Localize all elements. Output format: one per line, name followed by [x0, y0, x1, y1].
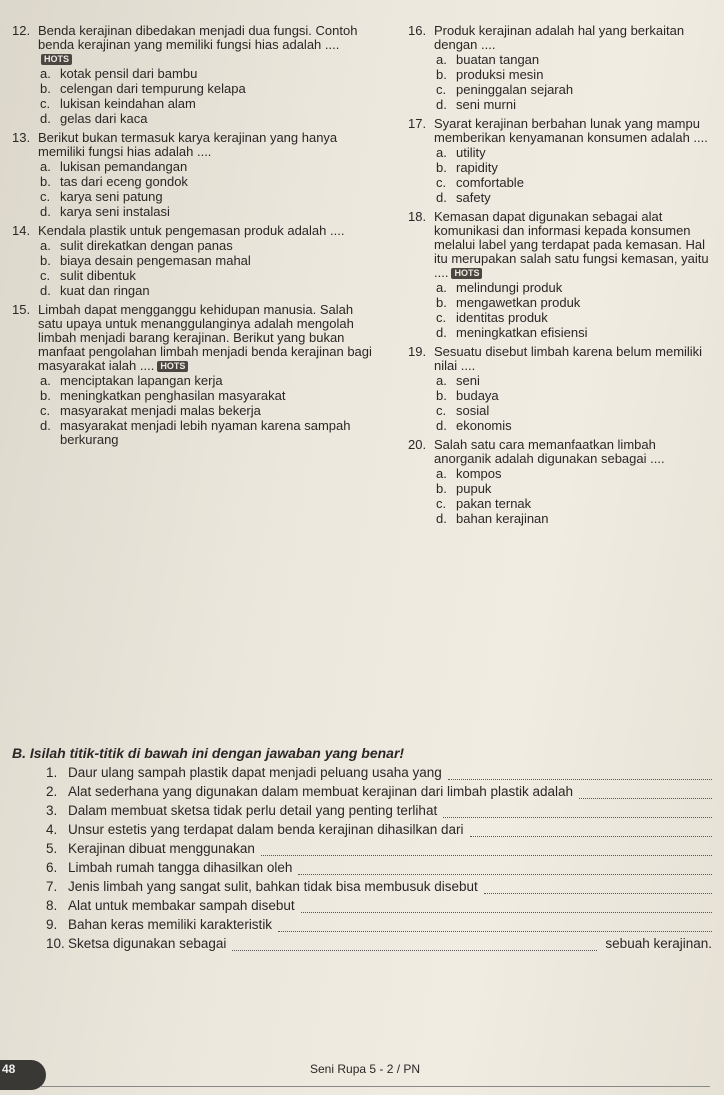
option-letter: d.	[436, 418, 447, 433]
option-text: biaya desain pengemasan mahal	[60, 253, 251, 268]
question-stem-text: Kemasan dapat digunakan sebagai alat komunikasi dan informasi kepada konsumen melalui label yang terdapat pada kemasan. Hal itu merupakan salah satu fungsi kemasan, yaitu ....	[434, 209, 709, 280]
option-text: pakan ternak	[456, 496, 532, 511]
option-text: utility	[456, 145, 486, 160]
fill-in-text: Kerajinan dibuat menggunakan	[68, 841, 255, 856]
answer-blank[interactable]	[261, 843, 712, 856]
question-item	[12, 303, 372, 447]
question-item	[408, 438, 716, 526]
question-stem-text: Salah satu cara memanfaatkan limbah anorganik adalah digunakan sebagai ....	[434, 437, 665, 466]
fill-in-text: Alat untuk membakar sampah disebut	[68, 898, 295, 913]
answer-option	[12, 82, 372, 96]
option-text: sulit dibentuk	[60, 268, 136, 283]
question-number: 20.	[408, 437, 427, 452]
subject-label: Seni Rupa 5 - 2 / PN	[310, 1062, 421, 1076]
fill-in-text: Alat sederhana yang digunakan dalam membuat kerajinan dari limbah plastik adalah	[68, 784, 574, 799]
option-text: masyarakat menjadi lebih nyaman karena sampah berkurang	[60, 418, 351, 447]
fill-in-text: Jenis limbah yang sangat sulit, bahkan tidak bisa membusuk disebut	[68, 879, 478, 894]
answer-option	[408, 191, 716, 205]
fill-in-item	[12, 841, 712, 856]
answer-blank[interactable]	[232, 938, 597, 951]
question-number: 18.	[408, 209, 427, 224]
option-letter: c.	[40, 96, 51, 111]
fill-in-number: 8.	[46, 898, 58, 913]
option-letter: a.	[40, 159, 51, 174]
fill-in-number: 2.	[46, 784, 58, 799]
question-stem	[408, 24, 716, 52]
option-text: lukisan keindahan alam	[60, 96, 196, 111]
question-item	[408, 117, 716, 205]
fill-in-item	[12, 917, 712, 932]
option-text: peninggalan sejarah	[456, 82, 574, 97]
option-letter: b.	[40, 81, 51, 96]
option-letter: a.	[40, 238, 51, 253]
option-letter: b.	[436, 160, 447, 175]
option-letter: b.	[436, 481, 447, 496]
answer-option	[12, 160, 372, 174]
question-text	[434, 117, 716, 145]
question-stem-text: Berikut bukan termasuk karya kerajinan yang hanya memiliki fungsi hias adalah ....	[38, 130, 338, 159]
option-text: pupuk	[456, 481, 492, 496]
answer-blank[interactable]	[470, 824, 713, 837]
question-number: 14.	[12, 223, 31, 238]
question-number: 13.	[12, 130, 31, 145]
option-text: produksi mesin	[456, 67, 544, 82]
fill-in-text: Sketsa digunakan sebagai	[68, 936, 227, 951]
option-text: karya seni instalasi	[60, 204, 170, 219]
question-item	[408, 24, 716, 112]
answer-option	[12, 112, 372, 126]
questions-left-column	[12, 24, 372, 452]
option-letter: c.	[40, 403, 51, 418]
footer-divider	[40, 1086, 710, 1087]
option-letter: a.	[436, 280, 447, 295]
option-text: bahan kerajinan	[456, 511, 549, 526]
question-item	[12, 224, 372, 298]
question-text	[38, 303, 372, 373]
fill-in-item	[12, 860, 712, 875]
fill-in-number: 3.	[46, 803, 58, 818]
option-letter: c.	[436, 310, 447, 325]
answer-option	[12, 419, 372, 447]
question-item	[12, 131, 372, 219]
answer-blank[interactable]	[278, 919, 712, 932]
answer-option	[408, 161, 716, 175]
answer-option	[408, 326, 716, 340]
question-item	[408, 210, 716, 340]
option-text: sulit direkatkan dengan panas	[60, 238, 233, 253]
fill-in-number: 4.	[46, 822, 58, 837]
fill-in-number: 10.	[46, 936, 65, 951]
question-item	[12, 24, 372, 126]
option-text: rapidity	[456, 160, 498, 175]
fill-in-text: Limbah rumah tangga dihasilkan oleh	[68, 860, 293, 875]
answer-option	[12, 269, 372, 283]
question-stem-text: Sesuatu disebut limbah karena belum memiliki nilai ....	[434, 344, 703, 373]
question-number: 12.	[12, 23, 31, 38]
fill-in-number: 7.	[46, 879, 58, 894]
question-stem-text: Benda kerajinan dibedakan menjadi dua fungsi. Contoh benda kerajinan yang memiliki fungsi hias adalah ....	[38, 23, 358, 52]
answer-option	[408, 176, 716, 190]
option-text: gelas dari kaca	[60, 111, 148, 126]
option-letter: a.	[436, 373, 447, 388]
answer-option	[12, 284, 372, 298]
question-stem-text: Limbah dapat mengganggu kehidupan manusia. Salah satu upaya untuk menanggulanginya adalah mengolah limbah menjadi barang kerajinan. Berikut yang bukan manfaat pengolahan limbah menjadi benda kerajinan bagi masyarakat ialah ....	[38, 302, 372, 373]
fill-in-suffix: sebuah kerajinan.	[605, 936, 712, 951]
option-letter: a.	[436, 52, 447, 67]
page-footer	[0, 1060, 724, 1095]
option-text: identitas produk	[456, 310, 548, 325]
fill-in-number: 1.	[46, 765, 58, 780]
option-text: kuat dan ringan	[60, 283, 150, 298]
fill-in-text: Daur ulang sampah plastik dapat menjadi peluang usaha yang	[68, 765, 442, 780]
question-number: 19.	[408, 344, 427, 359]
answer-option	[408, 98, 716, 112]
question-text	[38, 131, 372, 159]
option-letter: a.	[436, 145, 447, 160]
answer-option	[12, 389, 372, 403]
answer-blank[interactable]	[443, 805, 712, 818]
option-text: lukisan pemandangan	[60, 159, 188, 174]
hots-badge: HOTS	[451, 268, 482, 279]
answer-option	[12, 190, 372, 204]
answer-option	[408, 296, 716, 310]
fill-in-text: Dalam membuat sketsa tidak perlu detail yang penting terlihat	[68, 803, 438, 818]
answer-option	[12, 374, 372, 388]
answer-option	[408, 482, 716, 496]
answer-option	[12, 404, 372, 418]
question-stem-text: Kendala plastik untuk pengemasan produk adalah ....	[38, 223, 345, 238]
answer-option	[408, 146, 716, 160]
question-number: 17.	[408, 116, 427, 131]
fill-in-number: 6.	[46, 860, 58, 875]
option-text: budaya	[456, 388, 499, 403]
answer-blank[interactable]	[448, 767, 712, 780]
option-letter: d.	[40, 111, 51, 126]
option-letter: d.	[436, 511, 447, 526]
option-text: seni	[456, 373, 480, 388]
option-text: mengawetkan produk	[456, 295, 581, 310]
option-letter: a.	[436, 466, 447, 481]
option-letter: c.	[40, 189, 51, 204]
option-text: seni murni	[456, 97, 516, 112]
option-text: sosial	[456, 403, 490, 418]
hots-badge: HOTS	[157, 361, 188, 372]
option-letter: d.	[40, 204, 51, 219]
question-text	[434, 345, 716, 373]
option-text: tas dari eceng gondok	[60, 174, 188, 189]
option-letter: b.	[40, 174, 51, 189]
option-letter: d.	[436, 97, 447, 112]
answer-option	[408, 419, 716, 433]
answer-option	[408, 374, 716, 388]
answer-option	[408, 497, 716, 511]
option-text: karya seni patung	[60, 189, 163, 204]
option-text: meningkatkan efisiensi	[456, 325, 588, 340]
question-text	[38, 24, 372, 66]
fill-in-text: Unsur estetis yang terdapat dalam benda kerajinan dihasilkan dari	[68, 822, 464, 837]
option-text: meningkatkan penghasilan masyarakat	[60, 388, 286, 403]
answer-option	[408, 389, 716, 403]
answer-option	[408, 53, 716, 67]
answer-option	[12, 239, 372, 253]
question-text	[434, 210, 716, 280]
fill-in-item	[12, 822, 712, 837]
option-letter: c.	[436, 496, 447, 511]
option-letter: b.	[436, 388, 447, 403]
answer-blank[interactable]	[579, 786, 712, 799]
question-stem-text: Syarat kerajinan berbahan lunak yang mampu memberikan kenyamanan konsumen adalah ....	[434, 116, 708, 145]
question-number: 16.	[408, 23, 427, 38]
option-letter: c.	[436, 175, 447, 190]
question-stem	[408, 438, 716, 466]
question-item	[408, 345, 716, 433]
option-letter: a.	[40, 66, 51, 81]
answer-option	[12, 97, 372, 111]
answer-option	[408, 512, 716, 526]
fill-in-list	[12, 765, 712, 951]
option-letter: b.	[436, 295, 447, 310]
option-text: comfortable	[456, 175, 524, 190]
question-text	[434, 24, 716, 52]
option-letter: b.	[40, 253, 51, 268]
question-stem-text: Produk kerajinan adalah hal yang berkaitan dengan ....	[434, 23, 685, 52]
fill-in-item	[12, 803, 712, 818]
section-b	[12, 745, 712, 955]
answer-blank[interactable]	[301, 900, 712, 913]
answer-option	[408, 467, 716, 481]
answer-option	[408, 404, 716, 418]
option-letter: d.	[436, 325, 447, 340]
option-letter: c.	[436, 403, 447, 418]
option-text: kompos	[456, 466, 502, 481]
question-stem	[408, 117, 716, 145]
hots-badge: HOTS	[41, 54, 72, 65]
option-text: celengan dari tempurung kelapa	[60, 81, 246, 96]
section-b-title: B. Isilah titik-titik di bawah ini dengan jawaban yang benar!	[12, 745, 405, 761]
fill-in-number: 9.	[46, 917, 58, 932]
question-number: 15.	[12, 302, 31, 317]
question-stem	[12, 224, 372, 238]
question-stem	[12, 303, 372, 373]
option-text: masyarakat menjadi malas bekerja	[60, 403, 261, 418]
fill-in-item	[12, 936, 712, 951]
option-letter: d.	[40, 418, 51, 433]
option-letter: b.	[436, 67, 447, 82]
option-letter: d.	[40, 283, 51, 298]
answer-option	[408, 68, 716, 82]
answer-option	[12, 67, 372, 81]
fill-in-text: Bahan keras memiliki karakteristik	[68, 917, 273, 932]
fill-in-item	[12, 784, 712, 799]
question-stem	[408, 210, 716, 280]
question-stem	[12, 131, 372, 159]
option-text: menciptakan lapangan kerja	[60, 373, 223, 388]
option-letter: c.	[436, 82, 447, 97]
option-text: ekonomis	[456, 418, 512, 433]
fill-in-item	[12, 765, 712, 780]
question-text	[434, 438, 716, 466]
option-text: kotak pensil dari bambu	[60, 66, 198, 81]
questions-right-column	[408, 24, 716, 531]
question-text	[38, 224, 372, 238]
fill-in-item	[12, 879, 712, 894]
answer-option	[12, 175, 372, 189]
page-number: 48	[0, 1060, 46, 1090]
option-letter: d.	[436, 190, 447, 205]
answer-option	[408, 311, 716, 325]
answer-option	[12, 205, 372, 219]
option-letter: c.	[40, 268, 51, 283]
answer-blank[interactable]	[484, 881, 712, 894]
answer-option	[408, 281, 716, 295]
answer-option	[408, 83, 716, 97]
option-letter: a.	[40, 373, 51, 388]
option-text: buatan tangan	[456, 52, 540, 67]
answer-option	[12, 254, 372, 268]
answer-blank[interactable]	[298, 862, 712, 875]
question-stem	[408, 345, 716, 373]
option-letter: b.	[40, 388, 51, 403]
fill-in-number: 5.	[46, 841, 58, 856]
option-text: safety	[456, 190, 491, 205]
question-stem	[12, 24, 372, 66]
option-text: melindungi produk	[456, 280, 563, 295]
fill-in-item	[12, 898, 712, 913]
